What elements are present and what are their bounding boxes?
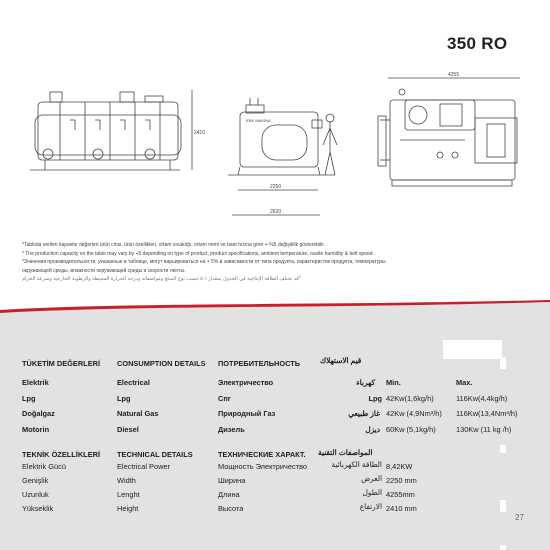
model-title: 350 RO	[447, 34, 508, 53]
side-tab	[500, 545, 506, 550]
row-ru: Природный Газ	[218, 409, 276, 418]
width-dimension: 2250	[270, 184, 282, 190]
row-ar: العرض	[361, 474, 382, 483]
technical-header-en: TECHNICAL DETAILS	[117, 450, 193, 459]
brand-label: ERK MAKİNA	[246, 118, 271, 123]
row-ar: الطاقة الكهربائية	[331, 460, 382, 469]
front-view-drawing	[30, 90, 192, 170]
row-ar: الطول	[362, 488, 382, 497]
row-ru: Мощность Электричество	[218, 462, 308, 471]
row-tr: Motorin	[22, 425, 50, 434]
row-en: Electrical	[117, 378, 150, 387]
row-ru: Высота	[218, 504, 244, 513]
row-tr: Uzunluk	[22, 490, 49, 499]
min-value: 60Kw (5,1kg/h)	[386, 425, 436, 434]
row-en: Lenght	[117, 490, 140, 499]
max-value: 116Kw(4,4kg/h)	[456, 394, 508, 403]
max-header: Max.	[456, 378, 473, 387]
row-ru: Спг	[218, 394, 231, 403]
row-tr: Genişlik	[22, 476, 49, 485]
spec-value: 4255mm	[386, 490, 415, 499]
note-en: * The production capacity on the table may vary by +5 depending on type of product, product specifications, ambient temperature, ousite humidity & belt speed.	[22, 250, 374, 257]
decorative-band	[0, 296, 550, 318]
top-view-drawing	[378, 78, 520, 186]
spec-value: 8,42KW	[386, 462, 413, 471]
consumption-header-tr: TÜKETİM DEĞERLERİ	[22, 359, 101, 368]
row-en: Electrical Power	[117, 462, 170, 471]
row-en: Width	[117, 476, 136, 485]
min-value: 42Kw(1,6kg/h)	[386, 394, 434, 403]
length-dimension: 4255	[448, 72, 460, 78]
row-ru: Ширина	[218, 476, 246, 485]
side-tab	[500, 357, 506, 369]
note-ar: *قد تختلف الطاقة الإنتاجية في الجدول بمقدار ٪ ٥ حسب نوع المنتج ومواصفاته ودرجة الحرارة المحيطة والرطوبة الخارجية وسرعة الحزام	[22, 276, 301, 283]
spec-panel	[0, 296, 550, 550]
row-ru: Дизель	[218, 425, 245, 434]
note-ru: *Значения производительности, указанные в таблице, могут варьироваться на + 5% в зависимости от типа продукта, характеристик продукта, температуры	[22, 259, 386, 266]
row-tr: Elektrik Gücü	[22, 462, 66, 471]
row-ru: Длина	[218, 490, 240, 499]
technical-header-ru: ТЕХНИЧЕСКИЕ ХАРАКТ.	[218, 450, 306, 459]
min-header: Min.	[386, 378, 401, 387]
row-ar: Lpg	[368, 394, 382, 403]
row-en: Lpg	[117, 394, 131, 403]
spec-value: 2250 mm	[386, 476, 417, 485]
max-value: 116Kw(13,4Nm³/h)	[456, 409, 518, 418]
machine-technical-drawings	[0, 60, 550, 245]
min-value: 42Kw (4,9Nm³/h)	[386, 409, 442, 418]
note-ru-cont: окружающей среды, влажности окружающей среды и скорости ленты.	[22, 267, 186, 274]
consumption-header-ar: قيم الاستهلاك	[320, 356, 362, 365]
row-tr: Elektrik	[22, 378, 49, 387]
page-number: 27	[515, 513, 524, 522]
blank-label-box	[443, 340, 502, 359]
max-value: 130Kw (11 kg /h)	[456, 425, 512, 434]
row-tr: Lpg	[22, 394, 36, 403]
side-tab	[500, 500, 506, 512]
row-en: Diesel	[117, 425, 139, 434]
row-tr: Doğalgaz	[22, 409, 55, 418]
side-view-drawing	[228, 98, 337, 215]
row-ar: كهرباء	[356, 378, 375, 387]
row-tr: Yükseklik	[22, 504, 54, 513]
height-dimension: 2410	[194, 130, 206, 136]
row-ar: الارتفاع	[359, 502, 382, 511]
side-tab	[500, 445, 506, 453]
row-ar: غاز طبيعي	[348, 409, 380, 418]
spec-value: 2410 mm	[386, 504, 417, 513]
row-en: Natural Gas	[117, 409, 159, 418]
note-tr: *Tabloda verilen kapasite değerleri ürün cinsi, ürün özellikleri, ortam sıcaklığı, ortam nemi ve bant hızına göre +-%5 değişiklik gösterebilir.	[22, 242, 326, 248]
technical-header-ar: المواصفات التقنية	[318, 448, 373, 457]
row-ru: Электричество	[218, 378, 274, 387]
technical-header-tr: TEKNİK ÖZELLİKLERİ	[22, 450, 101, 459]
consumption-header-en: CONSUMPTION DETAILS	[117, 359, 206, 368]
row-en: Height	[117, 504, 139, 513]
consumption-header-ru: ПОТРЕБИТЕЛЬНОСТЬ	[218, 359, 301, 368]
capacity-notes	[22, 241, 532, 284]
total-width-dimension: 2620	[270, 209, 282, 215]
row-ar: ديزل	[365, 425, 380, 434]
